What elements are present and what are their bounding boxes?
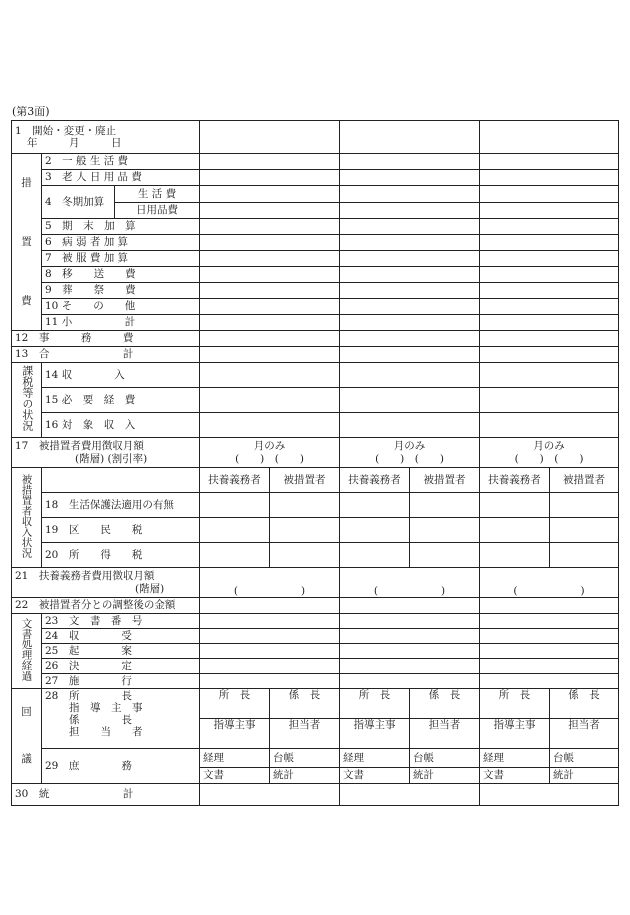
row-10 — [12, 299, 619, 315]
row-29a — [12, 749, 619, 768]
cell-r26-a[interactable] — [200, 659, 340, 674]
col-hisochi-1: 被措置者 — [270, 468, 340, 493]
cell-r20-4[interactable] — [410, 543, 480, 568]
cell-r16-c[interactable] — [480, 413, 619, 438]
row-21 — [12, 568, 619, 598]
stamp-keiri-2[interactable]: 経理 — [340, 749, 410, 768]
row-15 — [12, 388, 619, 413]
label-r16: 16 対 象 収 入 — [42, 413, 200, 438]
stamp-bunsho-3[interactable]: 文書 — [480, 768, 550, 784]
row-18 — [12, 493, 619, 518]
stamp-shocho-1[interactable]: 所 長 — [200, 689, 270, 719]
stamp-keiri-3[interactable]: 経理 — [480, 749, 550, 768]
cell-r21-b[interactable]: ( ) — [340, 568, 480, 598]
row-19 — [12, 518, 619, 543]
label-r4: 4 冬期加算 — [42, 186, 115, 219]
cell-r15-a[interactable] — [200, 388, 340, 413]
cell-r21-a[interactable]: ( ) — [200, 568, 340, 598]
cell-r9-c[interactable] — [480, 283, 619, 299]
cell-r3-c[interactable] — [480, 170, 619, 186]
col-fuyo-1: 扶養義務者 — [200, 468, 270, 493]
stamp-bunsho-1[interactable]: 文書 — [200, 768, 270, 784]
cell-r4a-b[interactable] — [340, 186, 480, 203]
label-r27: 27 施 行 — [42, 674, 200, 689]
row-12 — [12, 331, 619, 347]
cell-r22-c[interactable] — [480, 598, 619, 614]
row-28a — [12, 689, 619, 719]
cell-r8-a[interactable] — [200, 267, 340, 283]
label-r8: 8 移 送 費 — [42, 267, 200, 283]
cell-r27-b[interactable] — [340, 674, 480, 689]
cell-r12-a[interactable] — [200, 331, 340, 347]
stamp-kakaricho-1[interactable]: 係 長 — [270, 689, 340, 719]
stamp-kakaricho-3[interactable]: 係 長 — [550, 689, 619, 719]
label-r18: 18 生活保護法適用の有無 — [42, 493, 200, 518]
row-8 — [12, 267, 619, 283]
stamp-tanto-2[interactable]: 担当者 — [410, 719, 480, 749]
label-r11: 11 小 計 — [42, 315, 200, 331]
cell-r13-a[interactable] — [200, 347, 340, 363]
col-hisochi-3: 被措置者 — [550, 468, 619, 493]
row-1-label: 1 開始・変更・廃止 年 月 日 — [12, 121, 200, 154]
col-hisochi-2: 被措置者 — [410, 468, 480, 493]
cell-r18-6[interactable] — [550, 493, 619, 518]
cell-r17-b[interactable]: 月のみ ( ) ( ) — [340, 438, 480, 468]
cell-r30-a[interactable] — [200, 784, 340, 806]
bunsho-group-label: 文書処理経過 — [12, 614, 42, 689]
stamp-tokei-2[interactable]: 統計 — [410, 768, 480, 784]
label-r7: 7 被 服 費 加 算 — [42, 251, 200, 267]
row-3 — [12, 170, 619, 186]
cell-r22-b[interactable] — [340, 598, 480, 614]
cell-r24-c[interactable] — [480, 629, 619, 644]
label-r25: 25 起 案 — [42, 644, 200, 659]
cell-r19-4[interactable] — [410, 518, 480, 543]
stamp-shido-3[interactable]: 指導主事 — [480, 719, 550, 749]
stamp-kakaricho-2[interactable]: 係 長 — [410, 689, 480, 719]
cell-r11-b[interactable] — [340, 315, 480, 331]
row-13 — [12, 347, 619, 363]
cell-r19-6[interactable] — [550, 518, 619, 543]
row-25 — [12, 644, 619, 659]
cell-r26-c[interactable] — [480, 659, 619, 674]
stamp-tokei-3[interactable]: 統計 — [550, 768, 619, 784]
cell-r12-b[interactable] — [340, 331, 480, 347]
cell-r20-3[interactable] — [340, 543, 410, 568]
cell-r8-c[interactable] — [480, 267, 619, 283]
label-r24: 24 収 受 — [42, 629, 200, 644]
stamp-shocho-3[interactable]: 所 長 — [480, 689, 550, 719]
row-24 — [12, 629, 619, 644]
hisochi-header-blank — [42, 468, 200, 493]
cell-r1-b[interactable] — [340, 121, 480, 154]
row-17 — [12, 438, 619, 468]
cell-r3-a[interactable] — [200, 170, 340, 186]
label-r28: 28 所 長 指 導 主 事 係 長 担 当 者 — [42, 689, 200, 749]
cell-r9-b[interactable] — [340, 283, 480, 299]
cell-r23-b[interactable] — [340, 614, 480, 629]
row-1 — [12, 121, 619, 154]
stamp-shido-2[interactable]: 指導主事 — [340, 719, 410, 749]
cell-r4a-a[interactable] — [200, 186, 340, 203]
cell-r10-a[interactable] — [200, 299, 340, 315]
form-table — [11, 120, 619, 806]
cell-r2-c[interactable] — [480, 154, 619, 170]
label-r30: 30 統 計 — [12, 784, 200, 806]
cell-r17-a[interactable]: 月のみ ( ) ( ) — [200, 438, 340, 468]
row-hisochi-header — [12, 468, 619, 493]
cell-r25-c[interactable] — [480, 644, 619, 659]
label-r4a: 生 活 費 — [115, 186, 200, 203]
row-26 — [12, 659, 619, 674]
cell-r30-b[interactable] — [340, 784, 480, 806]
cell-r23-a[interactable] — [200, 614, 340, 629]
cell-r6-b[interactable] — [340, 235, 480, 251]
cell-r4b-c[interactable] — [480, 203, 619, 219]
cell-r20-5[interactable] — [480, 543, 550, 568]
cell-r16-b[interactable] — [340, 413, 480, 438]
cell-r7-b[interactable] — [340, 251, 480, 267]
cell-r6-a[interactable] — [200, 235, 340, 251]
cell-r15-c[interactable] — [480, 388, 619, 413]
label-r5: 5 期 末 加 算 — [42, 219, 200, 235]
kaigi-group-label: 回 議 — [12, 689, 42, 784]
cell-r11-a[interactable] — [200, 315, 340, 331]
sochi-group-label: 措 置 費 — [12, 154, 42, 331]
cell-r22-a[interactable] — [200, 598, 340, 614]
cell-r18-3[interactable] — [340, 493, 410, 518]
cell-r10-c[interactable] — [480, 299, 619, 315]
cell-r19-3[interactable] — [340, 518, 410, 543]
label-r29: 29 庶 務 — [42, 749, 200, 784]
cell-r14-b[interactable] — [340, 363, 480, 388]
row-7 — [12, 251, 619, 267]
col-fuyo-2: 扶養義務者 — [340, 468, 410, 493]
label-r13: 13 合 計 — [12, 347, 200, 363]
cell-r18-2[interactable] — [270, 493, 340, 518]
page-label: (第3面) — [12, 105, 50, 118]
stamp-bunsho-2[interactable]: 文書 — [340, 768, 410, 784]
row-27 — [12, 674, 619, 689]
cell-r15-b[interactable] — [340, 388, 480, 413]
cell-r25-b[interactable] — [340, 644, 480, 659]
cell-r19-1[interactable] — [200, 518, 270, 543]
label-r3: 3 老 人 日 用 品 費 — [42, 170, 200, 186]
stamp-shocho-2[interactable]: 所 長 — [340, 689, 410, 719]
row-4a — [12, 186, 619, 203]
cell-r24-b[interactable] — [340, 629, 480, 644]
cell-r27-c[interactable] — [480, 674, 619, 689]
cell-r19-2[interactable] — [270, 518, 340, 543]
cell-r19-5[interactable] — [480, 518, 550, 543]
row-14 — [12, 363, 619, 388]
cell-r27-a[interactable] — [200, 674, 340, 689]
cell-r8-b[interactable] — [340, 267, 480, 283]
stamp-tokei-1[interactable]: 統計 — [270, 768, 340, 784]
label-r15: 15 必 要 経 費 — [42, 388, 200, 413]
cell-r1-a[interactable] — [200, 121, 340, 154]
cell-r7-a[interactable] — [200, 251, 340, 267]
cell-r18-4[interactable] — [410, 493, 480, 518]
label-r2: 2 一 般 生 活 費 — [42, 154, 200, 170]
cell-r18-1[interactable] — [200, 493, 270, 518]
label-r4b: 日用品費 — [115, 203, 200, 219]
label-r23: 23 文 書 番 号 — [42, 614, 200, 629]
row-16 — [12, 413, 619, 438]
cell-r13-c[interactable] — [480, 347, 619, 363]
stamp-tanto-1[interactable]: 担当者 — [270, 719, 340, 749]
row-20 — [12, 543, 619, 568]
cell-r7-c[interactable] — [480, 251, 619, 267]
stamp-shido-1[interactable]: 指導主事 — [200, 719, 270, 749]
cell-r5-a[interactable] — [200, 219, 340, 235]
cell-r4b-b[interactable] — [340, 203, 480, 219]
cell-r23-c[interactable] — [480, 614, 619, 629]
cell-r20-2[interactable] — [270, 543, 340, 568]
row-5 — [12, 219, 619, 235]
row-30 — [12, 784, 619, 806]
stamp-daicho-2[interactable]: 台帳 — [410, 749, 480, 768]
cell-r3-b[interactable] — [340, 170, 480, 186]
cell-r5-c[interactable] — [480, 219, 619, 235]
hisochi-group-label: 被措置者収入状況 — [12, 468, 42, 568]
label-r6: 6 病 弱 者 加 算 — [42, 235, 200, 251]
cell-r1-c[interactable] — [480, 121, 619, 154]
cell-r26-b[interactable] — [340, 659, 480, 674]
cell-r20-1[interactable] — [200, 543, 270, 568]
cell-r4a-c[interactable] — [480, 186, 619, 203]
cell-r10-b[interactable] — [340, 299, 480, 315]
row-23 — [12, 614, 619, 629]
cell-r14-c[interactable] — [480, 363, 619, 388]
cell-r20-6[interactable] — [550, 543, 619, 568]
row-2 — [12, 154, 619, 170]
stamp-daicho-1[interactable]: 台帳 — [270, 749, 340, 768]
row-22 — [12, 598, 619, 614]
stamp-daicho-3[interactable]: 台帳 — [550, 749, 619, 768]
cell-r5-b[interactable] — [340, 219, 480, 235]
label-r22: 22 被措置者分との調整後の金額 — [12, 598, 200, 614]
cell-r24-a[interactable] — [200, 629, 340, 644]
row-9 — [12, 283, 619, 299]
kazei-group-label: 課税等の状況 — [12, 363, 42, 438]
cell-r13-b[interactable] — [340, 347, 480, 363]
label-r26: 26 決 定 — [42, 659, 200, 674]
label-r9: 9 葬 祭 費 — [42, 283, 200, 299]
cell-r25-a[interactable] — [200, 644, 340, 659]
cell-r30-c[interactable] — [480, 784, 619, 806]
label-r12: 12 事 務 費 — [12, 331, 200, 347]
cell-r9-a[interactable] — [200, 283, 340, 299]
label-r14: 14 収 入 — [42, 363, 200, 388]
col-fuyo-3: 扶養義務者 — [480, 468, 550, 493]
cell-r16-a[interactable] — [200, 413, 340, 438]
cell-r2-b[interactable] — [340, 154, 480, 170]
cell-r11-c[interactable] — [480, 315, 619, 331]
stamp-keiri-1[interactable]: 経理 — [200, 749, 270, 768]
cell-r18-5[interactable] — [480, 493, 550, 518]
cell-r17-c[interactable]: 月のみ ( ) ( ) — [480, 438, 619, 468]
cell-r14-a[interactable] — [200, 363, 340, 388]
label-r20: 20 所 得 税 — [42, 543, 200, 568]
label-r19: 19 区 民 税 — [42, 518, 200, 543]
cell-r21-c[interactable]: ( ) — [480, 568, 619, 598]
cell-r6-c[interactable] — [480, 235, 619, 251]
row-11 — [12, 315, 619, 331]
stamp-tanto-3[interactable]: 担当者 — [550, 719, 619, 749]
label-r21: 21 扶養義務者費用徴収月額 (階層) — [12, 568, 200, 598]
cell-r2-a[interactable] — [200, 154, 340, 170]
label-r10: 10 そ の 他 — [42, 299, 200, 315]
label-r17: 17 被措置者費用徴収月額 (階層) (割引率) — [12, 438, 200, 468]
cell-r4b-a[interactable] — [200, 203, 340, 219]
cell-r12-c[interactable] — [480, 331, 619, 347]
row-6 — [12, 235, 619, 251]
